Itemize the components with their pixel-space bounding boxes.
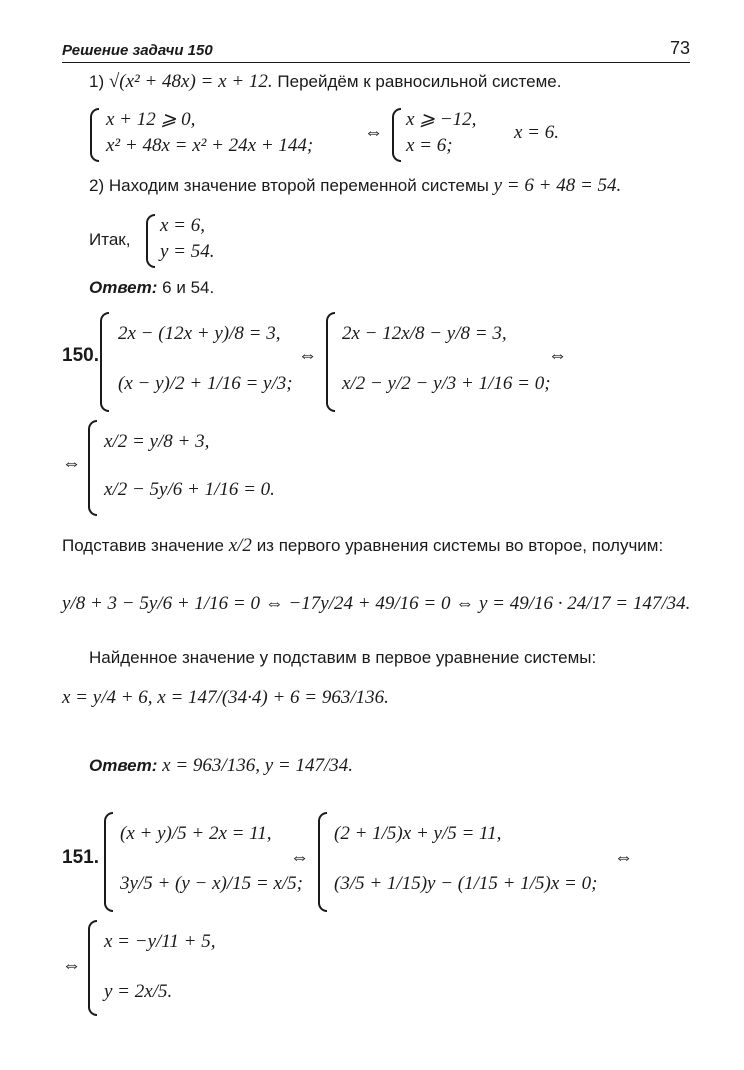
p150-answer-line: [89, 754, 353, 778]
step2-line: [89, 174, 621, 198]
problem-number: 150.: [62, 345, 99, 366]
step1-line: [89, 70, 561, 94]
p150-sysB-line1: 2x − 12x/8 − y/8 = 3,: [342, 323, 507, 344]
step1-equation: √(x² + 48x) = x + 12.: [108, 71, 273, 92]
p150-sysC-line1: x/2 = y/8 + 3,: [104, 431, 210, 452]
equiv-sign: ⇔: [62, 453, 81, 474]
brace: [88, 920, 97, 1016]
p151-sysB-line2: (3/5 + 1/15)y − (1/15 + 1/5)x = 0;: [334, 873, 598, 894]
sys2-line2: x = 6;: [406, 135, 453, 156]
running-title: Решение задачи 150: [62, 42, 213, 59]
step2-text: 2) Находим значение второй переменной системы: [89, 176, 489, 195]
brace: [100, 312, 109, 412]
header-rule: [62, 62, 690, 63]
brace: [88, 420, 97, 516]
p151-sysC-line1: x = −y/11 + 5,: [104, 931, 216, 952]
page-number: 73: [669, 38, 690, 58]
brace: [104, 812, 113, 912]
sys1-line2: x² + 48x = x² + 24x + 144;: [106, 135, 314, 156]
substitution-line: [62, 534, 663, 558]
answer-label: Ответ:: [89, 756, 158, 775]
p150-sysA-line2: (x − y)/2 + 1/16 = y/3;: [118, 373, 293, 394]
equiv-sign: ⇔: [364, 122, 383, 143]
step1-text: Перейдём к равносильной системе.: [277, 72, 562, 91]
sys2-line1: x ⩾ −12,: [406, 109, 477, 130]
brace: [392, 108, 401, 162]
answer-value: x = 963/136, y = 147/34.: [162, 755, 353, 776]
subst-fraction: x/2: [228, 535, 252, 556]
itak-line1: x = 6,: [160, 215, 206, 236]
brace: [146, 214, 155, 268]
answer-line: [89, 276, 214, 300]
equiv-sign: ⇔: [290, 847, 309, 868]
problem-number: 151.: [62, 847, 99, 868]
p151-sysA-line2: 3y/5 + (y − x)/15 = x/5;: [120, 873, 304, 894]
p151-sysB-line1: (2 + 1/5)x + y/5 = 11,: [334, 823, 502, 844]
step1-prefix: 1): [89, 72, 109, 91]
brace: [318, 812, 327, 912]
p150-x-line: x = y/4 + 6, x = 147/(34·4) + 6 = 963/136.: [62, 687, 389, 708]
equiv-sign: ⇔: [62, 955, 81, 976]
p150-sysC-line2: x/2 − 5y/6 + 1/16 = 0.: [104, 479, 275, 500]
equiv-sign: ⇔: [548, 345, 567, 366]
itak-line2: y = 54.: [160, 241, 215, 262]
sys-result: x = 6.: [514, 122, 560, 143]
equiv-sign: ⇔: [298, 345, 317, 366]
p151-sysC-line2: y = 2x/5.: [104, 981, 173, 1002]
found-text: Найденное значение y подставим в первое уравнение системы:: [89, 648, 597, 667]
sys1-line1: x + 12 ⩾ 0,: [106, 109, 196, 130]
p151-sysA-line1: (x + y)/5 + 2x = 11,: [120, 823, 272, 844]
answer-label: Ответ:: [89, 278, 158, 297]
p150-chain: y/8 + 3 − 5y/6 + 1/16 = 0 ⇔ −17y/24 + 49/16 = 0 ⇔ y = 49/16 · 24/17 = 147/34.: [62, 593, 691, 614]
brace: [326, 312, 335, 412]
itak-label: Итак,: [89, 230, 131, 249]
brace: [90, 108, 99, 162]
step2-equation: y = 6 + 48 = 54.: [493, 175, 622, 196]
answer-value: 6 и 54.: [162, 278, 215, 297]
subst-suffix: из первого уравнения системы во второе, получим:: [256, 536, 664, 555]
p150-sysA-line1: 2x − (12x + y)/8 = 3,: [118, 323, 281, 344]
found-line: [89, 646, 596, 670]
subst-prefix: Подставив значение: [62, 536, 224, 555]
page-header: [62, 36, 690, 64]
p150-sysB-line2: x/2 − y/2 − y/3 + 1/16 = 0;: [342, 373, 551, 394]
equiv-sign: ⇔: [614, 847, 633, 868]
